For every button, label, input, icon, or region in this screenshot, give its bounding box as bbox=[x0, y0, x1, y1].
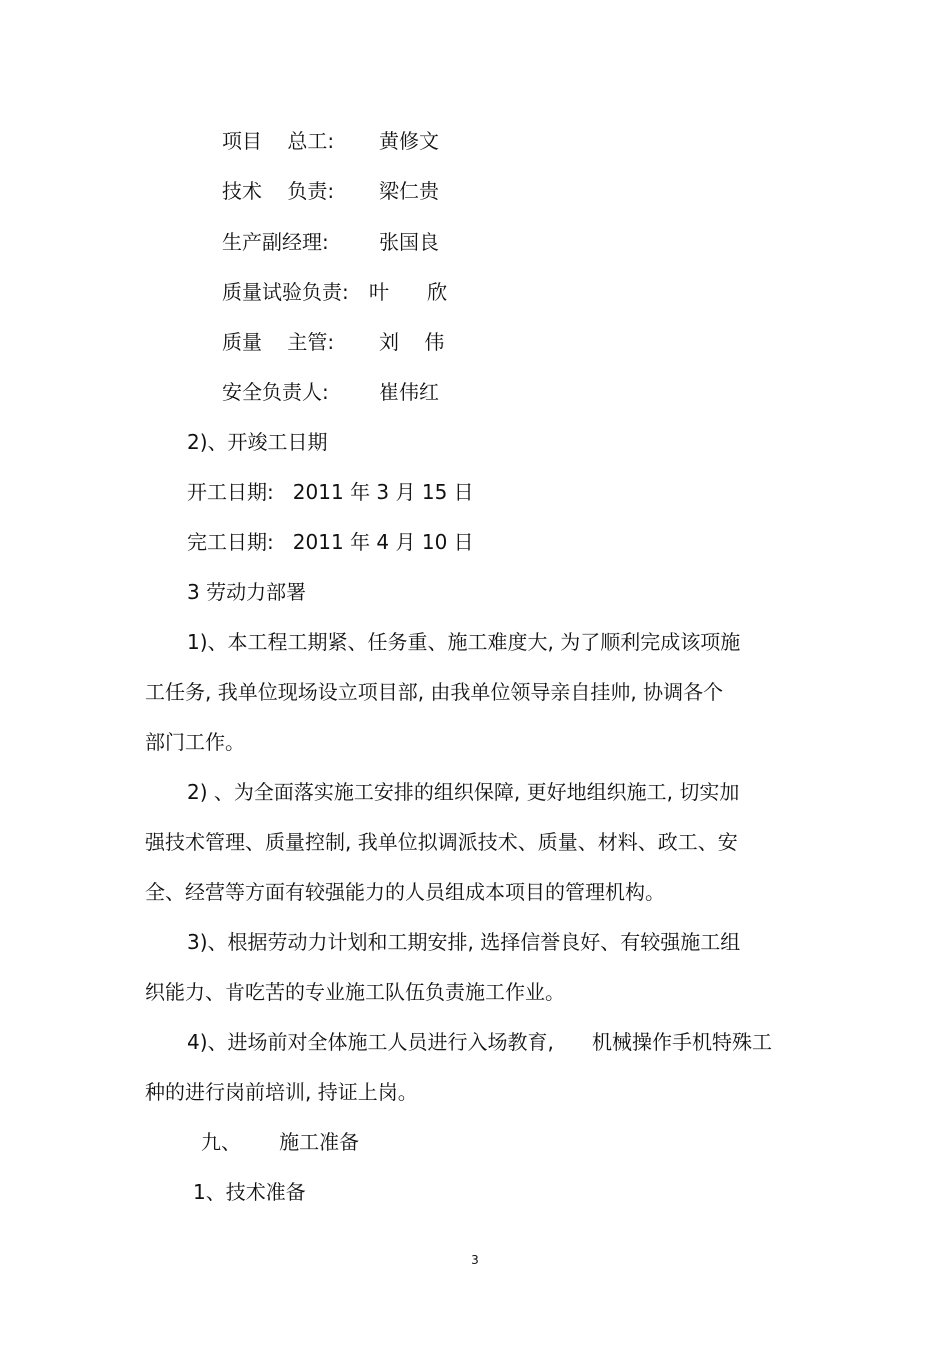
schedule-heading: 2)、开竣工日期 bbox=[187, 430, 328, 454]
labor-heading: 3 劳动力部署 bbox=[187, 580, 307, 604]
page-number: 3 bbox=[471, 1253, 479, 1267]
staff-role: 技术 负责: bbox=[222, 179, 335, 203]
staff-role: 项目 总工: bbox=[222, 129, 335, 153]
paragraph-line: 织能力、肯吃苦的专业施工队伍负责施工作业。 bbox=[145, 980, 565, 1004]
staff-name: 崔伟红 bbox=[379, 380, 439, 404]
staff-role: 生产副经理: bbox=[222, 230, 329, 254]
staff-name: 黄修文 bbox=[379, 129, 439, 153]
paragraph-line: 部门工作。 bbox=[145, 730, 245, 754]
section-title: 九、 施工准备 bbox=[201, 1130, 360, 1154]
paragraph-line: 强技术管理、质量控制, 我单位拟调派技术、质量、材料、政工、安 bbox=[145, 830, 738, 854]
staff-name: 叶 欣 bbox=[369, 280, 448, 304]
paragraph-line: 1)、本工程工期紧、任务重、施工难度大, 为了顺利完成该项施 bbox=[187, 630, 741, 654]
end-date: 完工日期: 2011 年 4 月 10 日 bbox=[187, 530, 474, 554]
subsection-title: 1、技术准备 bbox=[193, 1180, 306, 1204]
staff-name: 刘 伟 bbox=[379, 330, 445, 354]
staff-name: 梁仁贵 bbox=[379, 179, 439, 203]
staff-role: 质量试验负责: bbox=[222, 280, 349, 304]
paragraph-line: 4)、进场前对全体施工人员进行入场教育, 机械操作手机特殊工 bbox=[187, 1030, 773, 1054]
staff-role: 安全负责人: bbox=[222, 380, 329, 404]
paragraph-line: 全、经营等方面有较强能力的人员组成本项目的管理机构。 bbox=[145, 880, 665, 904]
start-date: 开工日期: 2011 年 3 月 15 日 bbox=[187, 480, 474, 504]
paragraph-line: 种的进行岗前培训, 持证上岗。 bbox=[145, 1080, 418, 1104]
paragraph-line: 3)、根据劳动力计划和工期安排, 选择信誉良好、有较强施工组 bbox=[187, 930, 741, 954]
staff-name: 张国良 bbox=[379, 230, 439, 254]
paragraph-line: 工任务, 我单位现场设立项目部, 由我单位领导亲自挂帅, 协调各个 bbox=[145, 680, 724, 704]
staff-role: 质量 主管: bbox=[222, 330, 335, 354]
paragraph-line: 2) 、为全面落实施工安排的组织保障, 更好地组织施工, 切实加 bbox=[187, 780, 740, 804]
